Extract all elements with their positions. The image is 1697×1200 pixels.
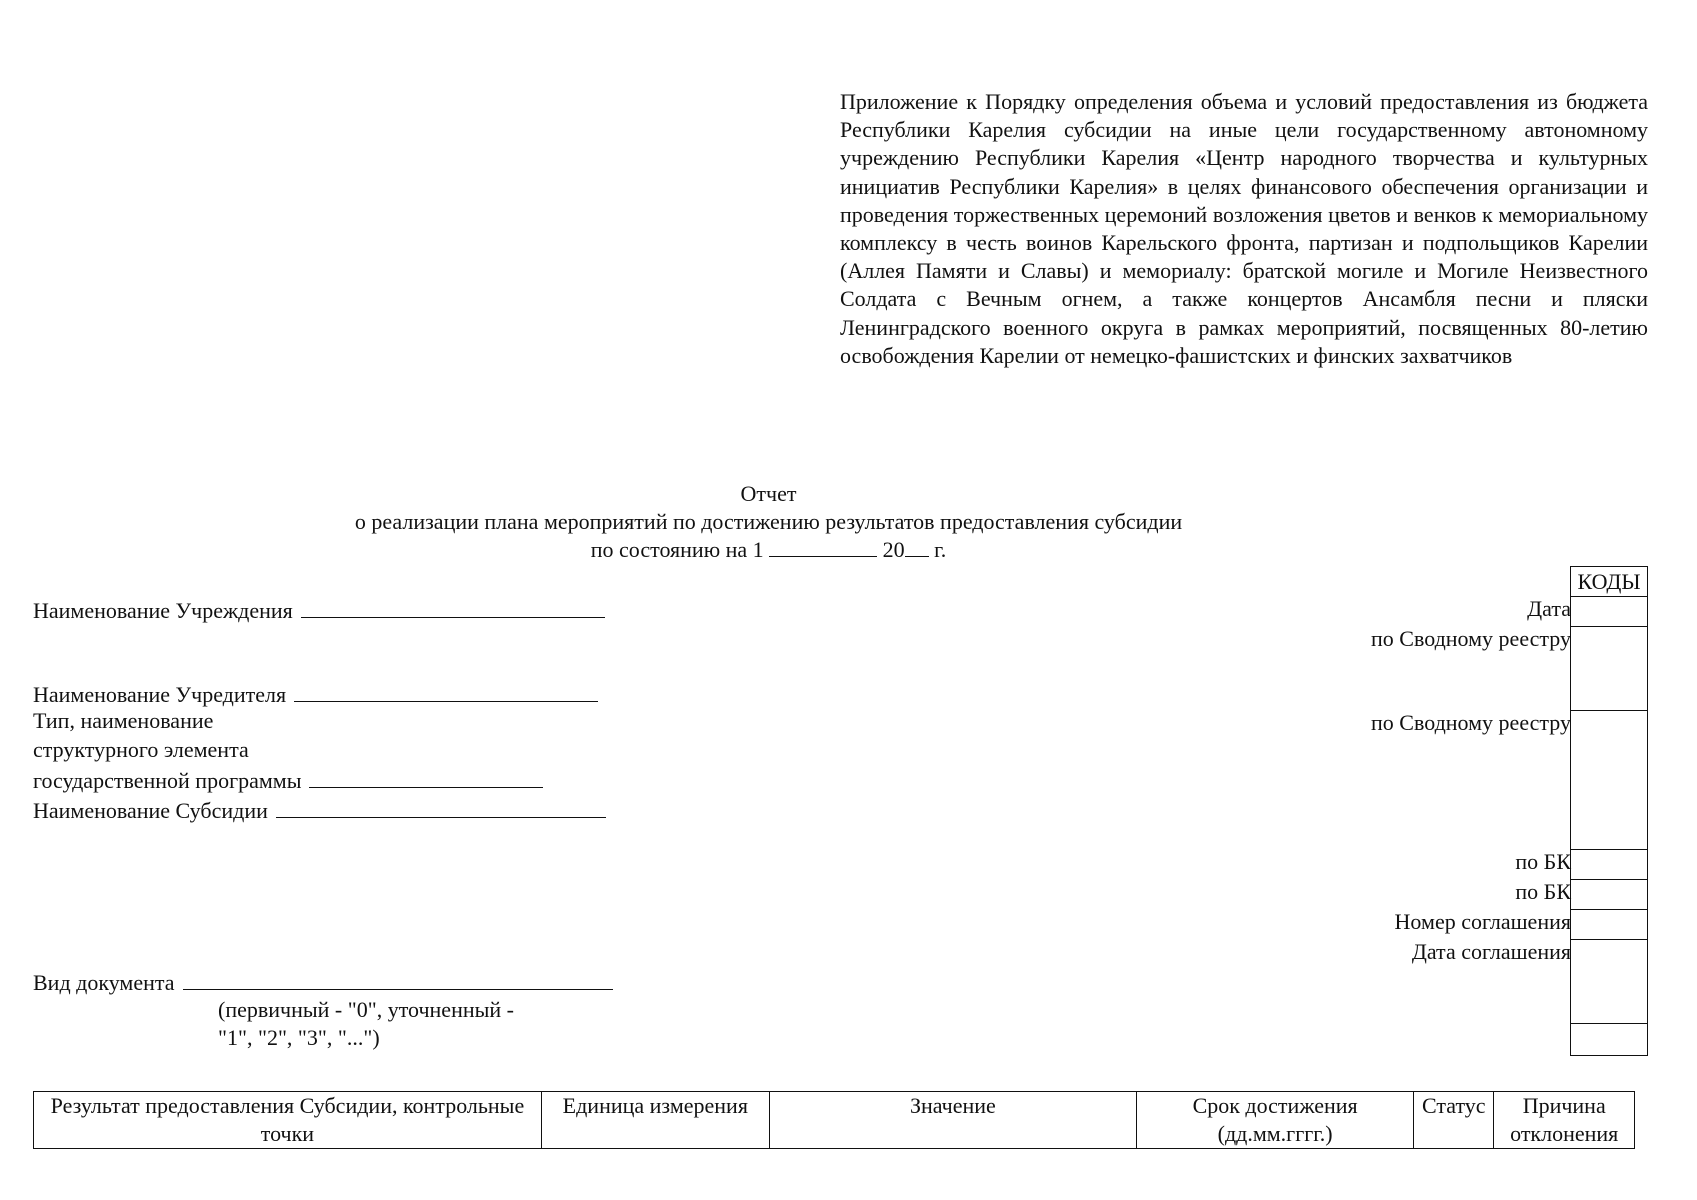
doc-type-note-line2: "1", "2", "3", "...")	[218, 1025, 380, 1050]
program-label-line3: государственной программы	[33, 768, 302, 793]
institution-label: Наименование Учреждения	[33, 598, 293, 623]
state-month-blank[interactable]	[769, 538, 877, 557]
state-prefix: по состоянию на 1	[590, 537, 764, 562]
report-title: Отчет	[740, 481, 797, 506]
subsidy-blank[interactable]	[276, 795, 606, 818]
codes-extra-cell[interactable]	[1571, 1024, 1647, 1055]
col-header-status: Статус	[1414, 1092, 1494, 1149]
codes-date-cell[interactable]	[1571, 597, 1647, 627]
institution-field	[33, 595, 605, 625]
col-header-value: Значение	[769, 1092, 1136, 1149]
doc-type-note-line1: (первичный - "0", уточненный -	[218, 997, 514, 1022]
codes-agreement-number-label: Номер соглашения	[1394, 909, 1571, 934]
col-header-deadline: Срок достижения (дд.мм.гггг.)	[1137, 1092, 1414, 1149]
codes-box	[1570, 566, 1648, 1056]
founder-field	[33, 679, 598, 709]
codes-date-label: Дата	[1527, 596, 1571, 621]
appendix-text: Приложение к Порядку определения объема и условий предоставления из бюджета Республики Карелия субсидии на иные цели государственному автономному учреждению Республики Карелия «Центр народного творчества и культурных инициатив Республики Карелия» в целях финансового обеспечения организации и проведения торжественных церемоний возложения цветов и венков к мемориальному комплексу в честь воинов Карельского фронта, партизан и подпольщиков Карелии (Аллея Памяти и Славы) и мемориалу: братской могиле и Могиле Неизвестного Солдата с Вечным огнем, а также концертов Ансамбля песни и пляски Ленинградского военного округа в рамках мероприятий, посвященных 80-летию освобождения Карелии от немецко-фашистских и финских захватчиков	[840, 89, 1648, 368]
codes-bk-1-label: по БК	[1515, 849, 1571, 874]
codes-agreement-date-cell[interactable]	[1571, 940, 1647, 1024]
col-header-unit: Единица измерения	[541, 1092, 769, 1149]
state-year: 20	[882, 537, 905, 562]
codes-registry-1-cell[interactable]	[1571, 627, 1647, 711]
report-state-line	[0, 536, 1697, 564]
program-field	[33, 765, 543, 795]
founder-blank[interactable]	[294, 679, 598, 702]
report-subtitle: о реализации плана мероприятий по достижению результатов предоставления субсидии	[354, 509, 1183, 534]
table-header-row	[34, 1092, 1635, 1149]
col-header-result: Результат предоставления Субсидии, контрольные точки	[34, 1092, 542, 1149]
codes-registry-2-cell[interactable]	[1571, 711, 1647, 850]
codes-bk-2-cell[interactable]	[1571, 880, 1647, 910]
codes-header: КОДЫ	[1571, 567, 1647, 597]
subsidy-field	[33, 795, 606, 825]
program-blank[interactable]	[309, 765, 543, 788]
program-label-line2: структурного элемента	[33, 737, 249, 762]
doc-type-blank[interactable]	[183, 967, 613, 990]
codes-registry-1-label: по Сводному реестру	[1371, 626, 1571, 651]
codes-agreement-date-label: Дата соглашения	[1411, 939, 1571, 964]
results-table	[33, 1091, 1635, 1149]
program-label-line1: Тип, наименование	[33, 708, 214, 733]
codes-bk-1-cell[interactable]	[1571, 850, 1647, 880]
codes-registry-2-label: по Сводному реестру	[1371, 710, 1571, 735]
subsidy-label: Наименование Субсидии	[33, 798, 268, 823]
doc-type-field	[33, 967, 613, 997]
state-year-blank[interactable]	[905, 538, 929, 557]
col-header-deviation-reason: Причина отклонения	[1494, 1092, 1635, 1149]
state-suffix: г.	[934, 537, 947, 562]
doc-type-label: Вид документа	[33, 970, 175, 995]
codes-agreement-number-cell[interactable]	[1571, 910, 1647, 940]
founder-label: Наименование Учредителя	[33, 682, 287, 707]
codes-bk-2-label: по БК	[1515, 879, 1571, 904]
institution-blank[interactable]	[301, 595, 605, 618]
report-header	[0, 480, 1697, 564]
